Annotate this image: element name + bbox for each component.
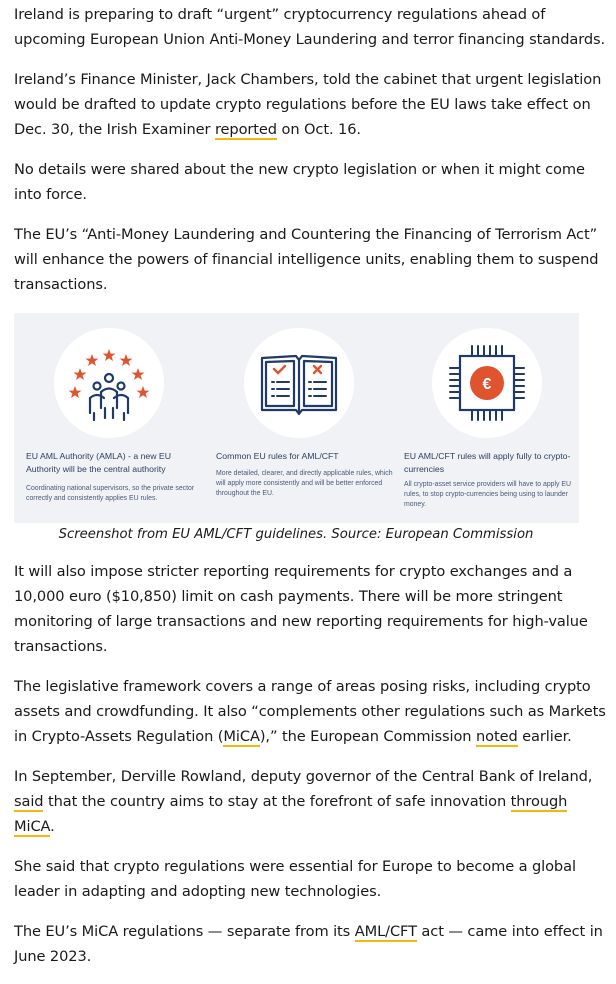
- link-said[interactable]: said: [14, 793, 44, 810]
- people-group: [90, 374, 128, 420]
- infographic-column-amla: [14, 313, 199, 523]
- article-body-top: [14, 2, 606, 312]
- paragraph-4: The EU’s “Anti-Money Laundering and Countering the Financing of Terrorism Act” will enhance the powers of financial intelligence units, enabling them to suspend transactions.: [14, 226, 599, 293]
- link-mica[interactable]: MiCA: [223, 728, 260, 745]
- euro-chip-icon: [432, 328, 542, 438]
- paragraph-6: The legislative framework covers a range of areas posing risks, including crypto assets and crowdfunding. It also “complements other regulations such as Markets in Crypto-Assets Regulation (MiCA),” the European Commission noted earlier.: [14, 678, 606, 745]
- cross-icon: [314, 366, 321, 373]
- link-reported[interactable]: reported: [214, 121, 277, 138]
- paragraph-8: She said that crypto regulations were essential for Europe to become a global leader in adapting and adopting new technologies.: [14, 858, 576, 900]
- check-icon: [274, 366, 285, 373]
- eu-aml-infographic: [14, 313, 579, 523]
- crypto-desc: All crypto-asset service providers will have to apply EU rules, to stop crypto-currencies being using to launder money.: [404, 481, 571, 508]
- infographic-column-rules: [204, 313, 393, 523]
- paragraph-1: Ireland is preparing to draft “urgent” cryptocurrency regulations ahead of upcoming European Union Anti-Money Laundering and terror financing standards.: [14, 6, 606, 48]
- figure-caption: Screenshot from EU AML/CFT guidelines. Source: European Commission: [58, 527, 534, 542]
- crypto-title: EU AML/CFT rules will apply fully to crypto-currencies: [404, 451, 571, 474]
- paragraph-9: The EU’s MiCA regulations — separate from its AML/CFT act — came into effect in June 2023.: [14, 923, 603, 965]
- people-with-eu-stars-icon: [54, 328, 164, 438]
- article-body-bottom: [14, 559, 606, 984]
- link-aml-cft[interactable]: AML/CFT: [354, 923, 417, 940]
- paragraph-7: In September, Derville Rowland, deputy governor of the Central Bank of Ireland, said that the country aims to stay at the forefront of safe innovation through MiCA.: [14, 768, 593, 835]
- paragraph-3: No details were shared about the new crypto legislation or when it might come into force.: [14, 161, 585, 203]
- link-through-mica[interactable]: through MiCA: [14, 793, 568, 835]
- link-noted[interactable]: noted: [475, 728, 518, 745]
- euro-symbol: €: [482, 376, 492, 393]
- paragraph-2: Ireland’s Finance Minister, Jack Chambers, told the cabinet that urgent legislation would be drafted to update crypto regulations before the EU laws take effect on Dec. 30, the Irish Examiner reported on Oct. 16.: [14, 71, 602, 138]
- paragraph-5: It will also impose stricter reporting requirements for crypto exchanges and a 10,000 euro ($10,850) limit on cash payments. There will be more stringent monitoring of large transactions and new reporting requirements for high-value transactions.: [14, 563, 588, 655]
- infographic-column-crypto: [392, 313, 577, 523]
- rules-title: Common EU rules for AML/CFT: [216, 451, 339, 461]
- amla-title: EU AML Authority (AMLA) - a new EU Authority will be the central authority: [26, 451, 172, 474]
- amla-desc: Coordinating national supervisors, so the private sector correctly and consistently applies EU rules.: [26, 485, 195, 502]
- open-rulebook-icon: [244, 328, 354, 438]
- rules-desc: More detailed, clearer, and directly applicable rules, which will apply more consistently and will be better enforced throughout the EU.: [216, 470, 393, 497]
